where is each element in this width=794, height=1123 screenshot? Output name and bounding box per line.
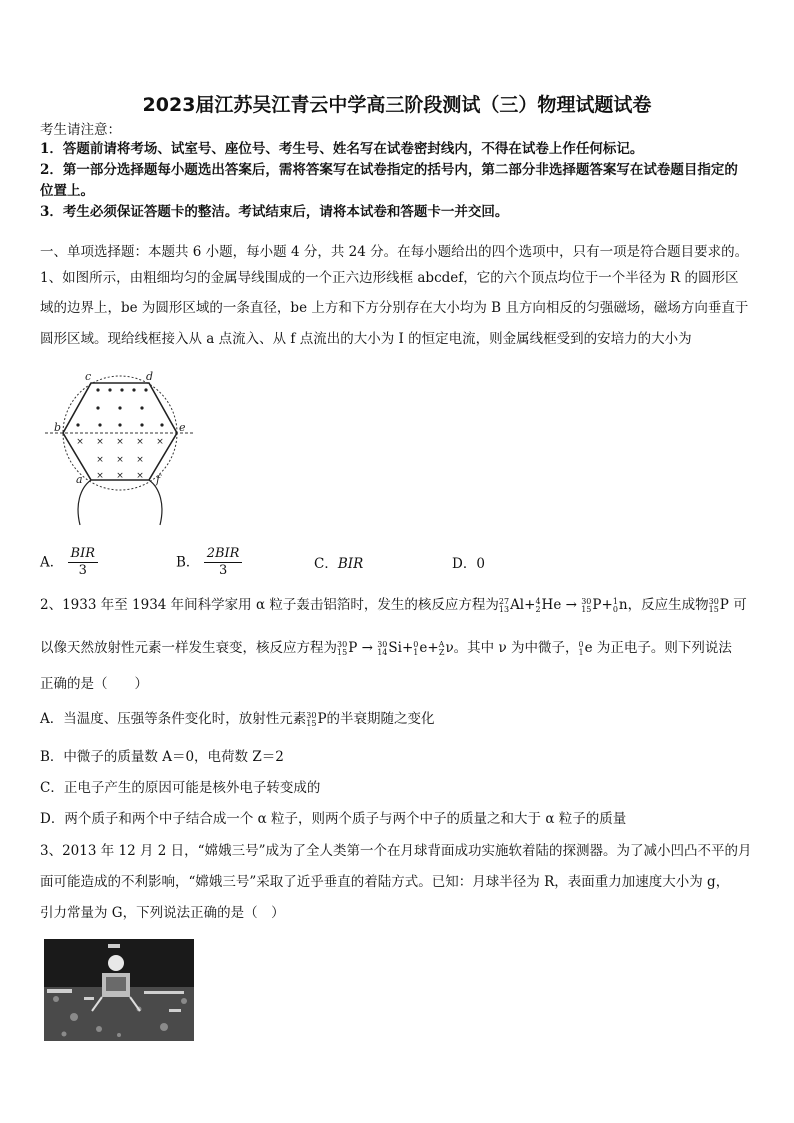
option-a-label: A． <box>40 554 64 571</box>
q2-option-b: B．中微子的质量数 A＝0，电荷数 Z＝2 <box>40 749 284 765</box>
q2-option-c: C．正电子产生的原因可能是核外电子转变成的 <box>40 780 321 796</box>
svg-text:×: × <box>136 437 144 447</box>
notice-item-2: 2．第一部分选择题每小题选出答案后，需将答案写在试卷指定的括号内，第二部分非选择题答案写在试卷题目指定的 <box>40 162 738 178</box>
q3-line-1: 3、2013 年 12 月 2 日，“嫦娥三号”成为了全人类第一个在月球背面成功实施软着陆的探测器。为了减小凹凸不平的月 <box>40 843 752 859</box>
label-d: d <box>146 370 154 383</box>
svg-text:×: × <box>96 455 104 465</box>
q2-option-a: A．当温度、压强等条件变化时，放射性元素 30 15 P的半衰期随之变化 <box>40 710 435 728</box>
label-f: f <box>156 473 161 486</box>
q1-option-b <box>176 546 242 579</box>
notice-heading: 考生请注意： <box>40 122 121 138</box>
q1-line-3: 圆形区域。现给线框接入从 a 点流入、从 f 点流出的大小为 I 的恒定电流，则金属线框受到的安培力的大小为 <box>40 331 692 347</box>
svg-text:×: × <box>136 455 144 465</box>
svg-text:×: × <box>116 437 124 447</box>
q1-option-a <box>40 546 98 579</box>
q2-text-1: 2、1933 年至 1934 年间科学家用 α 粒子轰击铝箔时，发生的核反应方程为 <box>40 597 499 613</box>
q1-option-c <box>314 555 363 573</box>
option-d-label: D． <box>452 556 477 572</box>
svg-text:×: × <box>96 437 104 447</box>
q3-line-3: 引力常量为 G，下列说法正确的是（ ） <box>40 905 285 921</box>
svg-text:×: × <box>96 471 104 481</box>
page-title: 2023届江苏吴江青云中学高三阶段测试（三）物理试题试卷 <box>142 94 652 116</box>
option-a-denominator: 3 <box>78 563 87 578</box>
q1-line-2: 域的边界上，be 为圆形区域的一条直径，be 上方和下方分别存在大小均为 B 且方向相反的匀强磁场，磁场方向垂直于 <box>40 300 749 316</box>
al-nuclide: 27 13 <box>498 596 510 614</box>
label-a: a <box>76 473 83 486</box>
notice-item-2-cont: 位置上。 <box>40 183 94 199</box>
svg-text:×: × <box>116 471 124 481</box>
option-d-text: 0 <box>476 556 485 572</box>
svg-text:×: × <box>136 471 144 481</box>
q2-line-3: 正确的是（ ） <box>40 676 148 692</box>
option-b-numerator: 2BIR <box>204 546 243 563</box>
q1-line-1: 1、如图所示，由粗细均匀的金属导线围成的一个正六边形线框 abcdef，它的六个顶点均位于一个半径为 R 的圆形区 <box>40 270 739 286</box>
q3-line-2: 面可能造成的不利影响，“嫦娥三号”采取了近乎垂直的着陆方式。已知：月球半径为 R，表面重力加速度大小为 g， <box>40 874 730 890</box>
label-e: e <box>179 421 186 434</box>
label-c: c <box>85 370 92 383</box>
q2-line-1: 2、1933 年至 1934 年间科学家用 α 粒子轰击铝箔时，发生的核反应方程为 27 13 Al+ 4 2 He → 30 15 P+ 1 0 n，反应生成物 30 15 P 可 <box>40 596 747 614</box>
svg-text:×: × <box>156 437 164 447</box>
label-b: b <box>54 421 62 434</box>
option-c-label: C． <box>314 556 338 572</box>
lunar-lander-photo <box>44 939 194 1041</box>
option-c-text: BIR <box>337 556 364 572</box>
option-a-numerator: BIR <box>68 546 98 563</box>
q1-option-d <box>452 555 485 573</box>
q2-option-d: D．两个质子和两个中子结合成一个 α 粒子，则两个质子与两个中子的质量之和大于 α 粒子的质量 <box>40 811 627 827</box>
svg-text:×: × <box>116 455 124 465</box>
option-b-label: B． <box>176 554 200 571</box>
option-b-denominator: 3 <box>218 563 228 578</box>
q2-line-2: 以像天然放射性元素一样发生衰变，核反应方程为 30 15 P → 30 14 Si+ 0 1 e+ A Z ν。其中 ν 为中微子， 0 1 e 为正电子。则下列说法 <box>40 639 732 657</box>
svg-text:×: × <box>76 437 84 447</box>
hexagon-figure <box>40 370 200 530</box>
notice-item-1: 1．答题前请将考场、试室号、座位号、考生号、姓名写在试卷密封线内，不得在试卷上作任何标记。 <box>40 141 644 157</box>
section-heading: 一、单项选择题：本题共 6 小题，每小题 4 分，共 24 分。在每小题给出的四个选项中，只有一项是符合题目要求的。 <box>40 244 749 260</box>
notice-item-3: 3．考生必须保证答题卡的整洁。考试结束后，请将本试卷和答题卡一并交回。 <box>40 204 509 220</box>
